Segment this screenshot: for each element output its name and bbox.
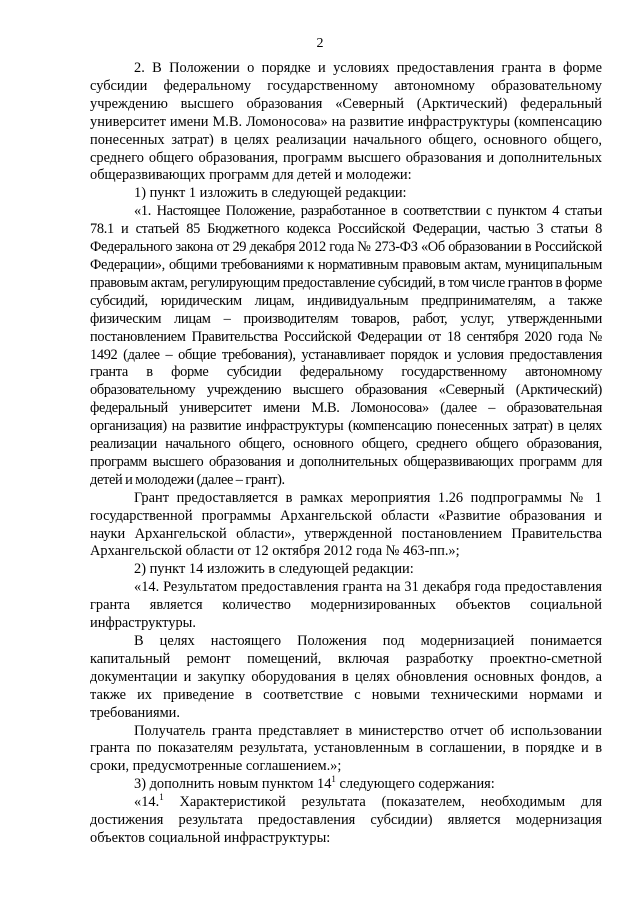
item-3-text-end: следующего содержания: xyxy=(335,776,495,793)
paragraph-item-1: 1) пункт 1 изложить в следующей редакции: xyxy=(134,185,407,202)
document-body xyxy=(90,60,602,848)
paragraph-item-2: 2) пункт 14 изложить в следующей редакции: xyxy=(134,561,414,578)
item-3-text: 3) дополнить новым пунктом 14 xyxy=(134,776,332,793)
page-number: 2 xyxy=(316,36,324,51)
point-14-1-superscript: 1 xyxy=(159,792,164,803)
point-14-1-number: «14. xyxy=(134,794,160,811)
item-3-superscript: 1 xyxy=(331,774,336,785)
paragraph-point-14-text: «14. Результатом предоставления гранта на 31 декабря года предоставления гранта является количество модернизированных объектов социальной инфраструктуры. xyxy=(90,579,602,632)
paragraph-item-3 xyxy=(90,776,602,794)
paragraph-grant-program: Грант предоставляется в рамках мероприятия 1.26 подпрограммы № 1 государственной программы Архангельской области «Развитие образования и науки Архангельской области», утвержденной постановлением Правительства Архангельской области от 12 октября 2012 года № 463-пп.»; xyxy=(90,489,602,560)
paragraph-intro: 2. В Положении о порядке и условиях предоставления гранта в форме субсидии федеральному государственному автономному образовательному учреждению высшего образования «Северный (Арктический) федеральный университет имени М.В. Ломоносова» на развитие инфраструктуры (компенсацию понесенных затрат) в целях реализации начального общего, основного общего, среднего общего образования, программ высшего образования и дополнительных общеразвивающих программ для детей и молодежи: xyxy=(90,60,602,184)
point-14-1-text: Характеристикой результата (показателем, необходимым для достижения результата предоставления субсидии) является модернизация объектов социальной инфраструктуры: xyxy=(90,794,602,846)
paragraph-point-14-1 xyxy=(90,794,602,848)
paragraph-modernization-definition: В целях настоящего Положения под модернизацией понимается капитальный ремонт помещений, включая разработку проектно-сметной документации и закупку оборудования в целях обновления основных фондов, а также их приведение в соответствие с новыми техническими нормами и требованиями. xyxy=(90,633,602,721)
paragraph-point-1-text: «1. Настоящее Положение, разработанное в соответствии с пунктом 4 статьи 78.1 и статьей 85 Бюджетного кодекса Российской Федерации, частью 3 статьи 8 Федерального закона от 29 декабря 2012 года № 273-ФЗ «Об образовании в Российской Федерации», общими требованиями к нормативным правовым актам, муниципальным правовым актам, регулирующим предоставление субсидий, в том числе грантов в форме субсидий, юридическим лицам, индивидуальным предпринимателям, а также физическим лицам – производителям товаров, работ, услуг, утвержденными постановлением Правительства Российской Федерации от 18 сентября 2020 года № 1492 (далее – общие требования), устанавливает порядок и условия предоставления гранта в форме субсидии федеральному государственному автономному образовательному учреждению высшего образования «Северный (Арктический) федеральный университет имени М.В. Ломоносова» (далее – образовательная организация) на развитие инфраструктуры (компенсацию понесенных затрат) в целях реализации начального общего, основного общего, среднего общего образования, программ высшего образования и дополнительных общеразвивающих программ для детей и молодежи (далее – грант). xyxy=(90,203,602,488)
paragraph-report: Получатель гранта представляет в министерство отчет об использовании гранта по показателям результата, установленным в соглашении, в порядке и в сроки, предусмотренные соглашением.»; xyxy=(90,722,602,775)
